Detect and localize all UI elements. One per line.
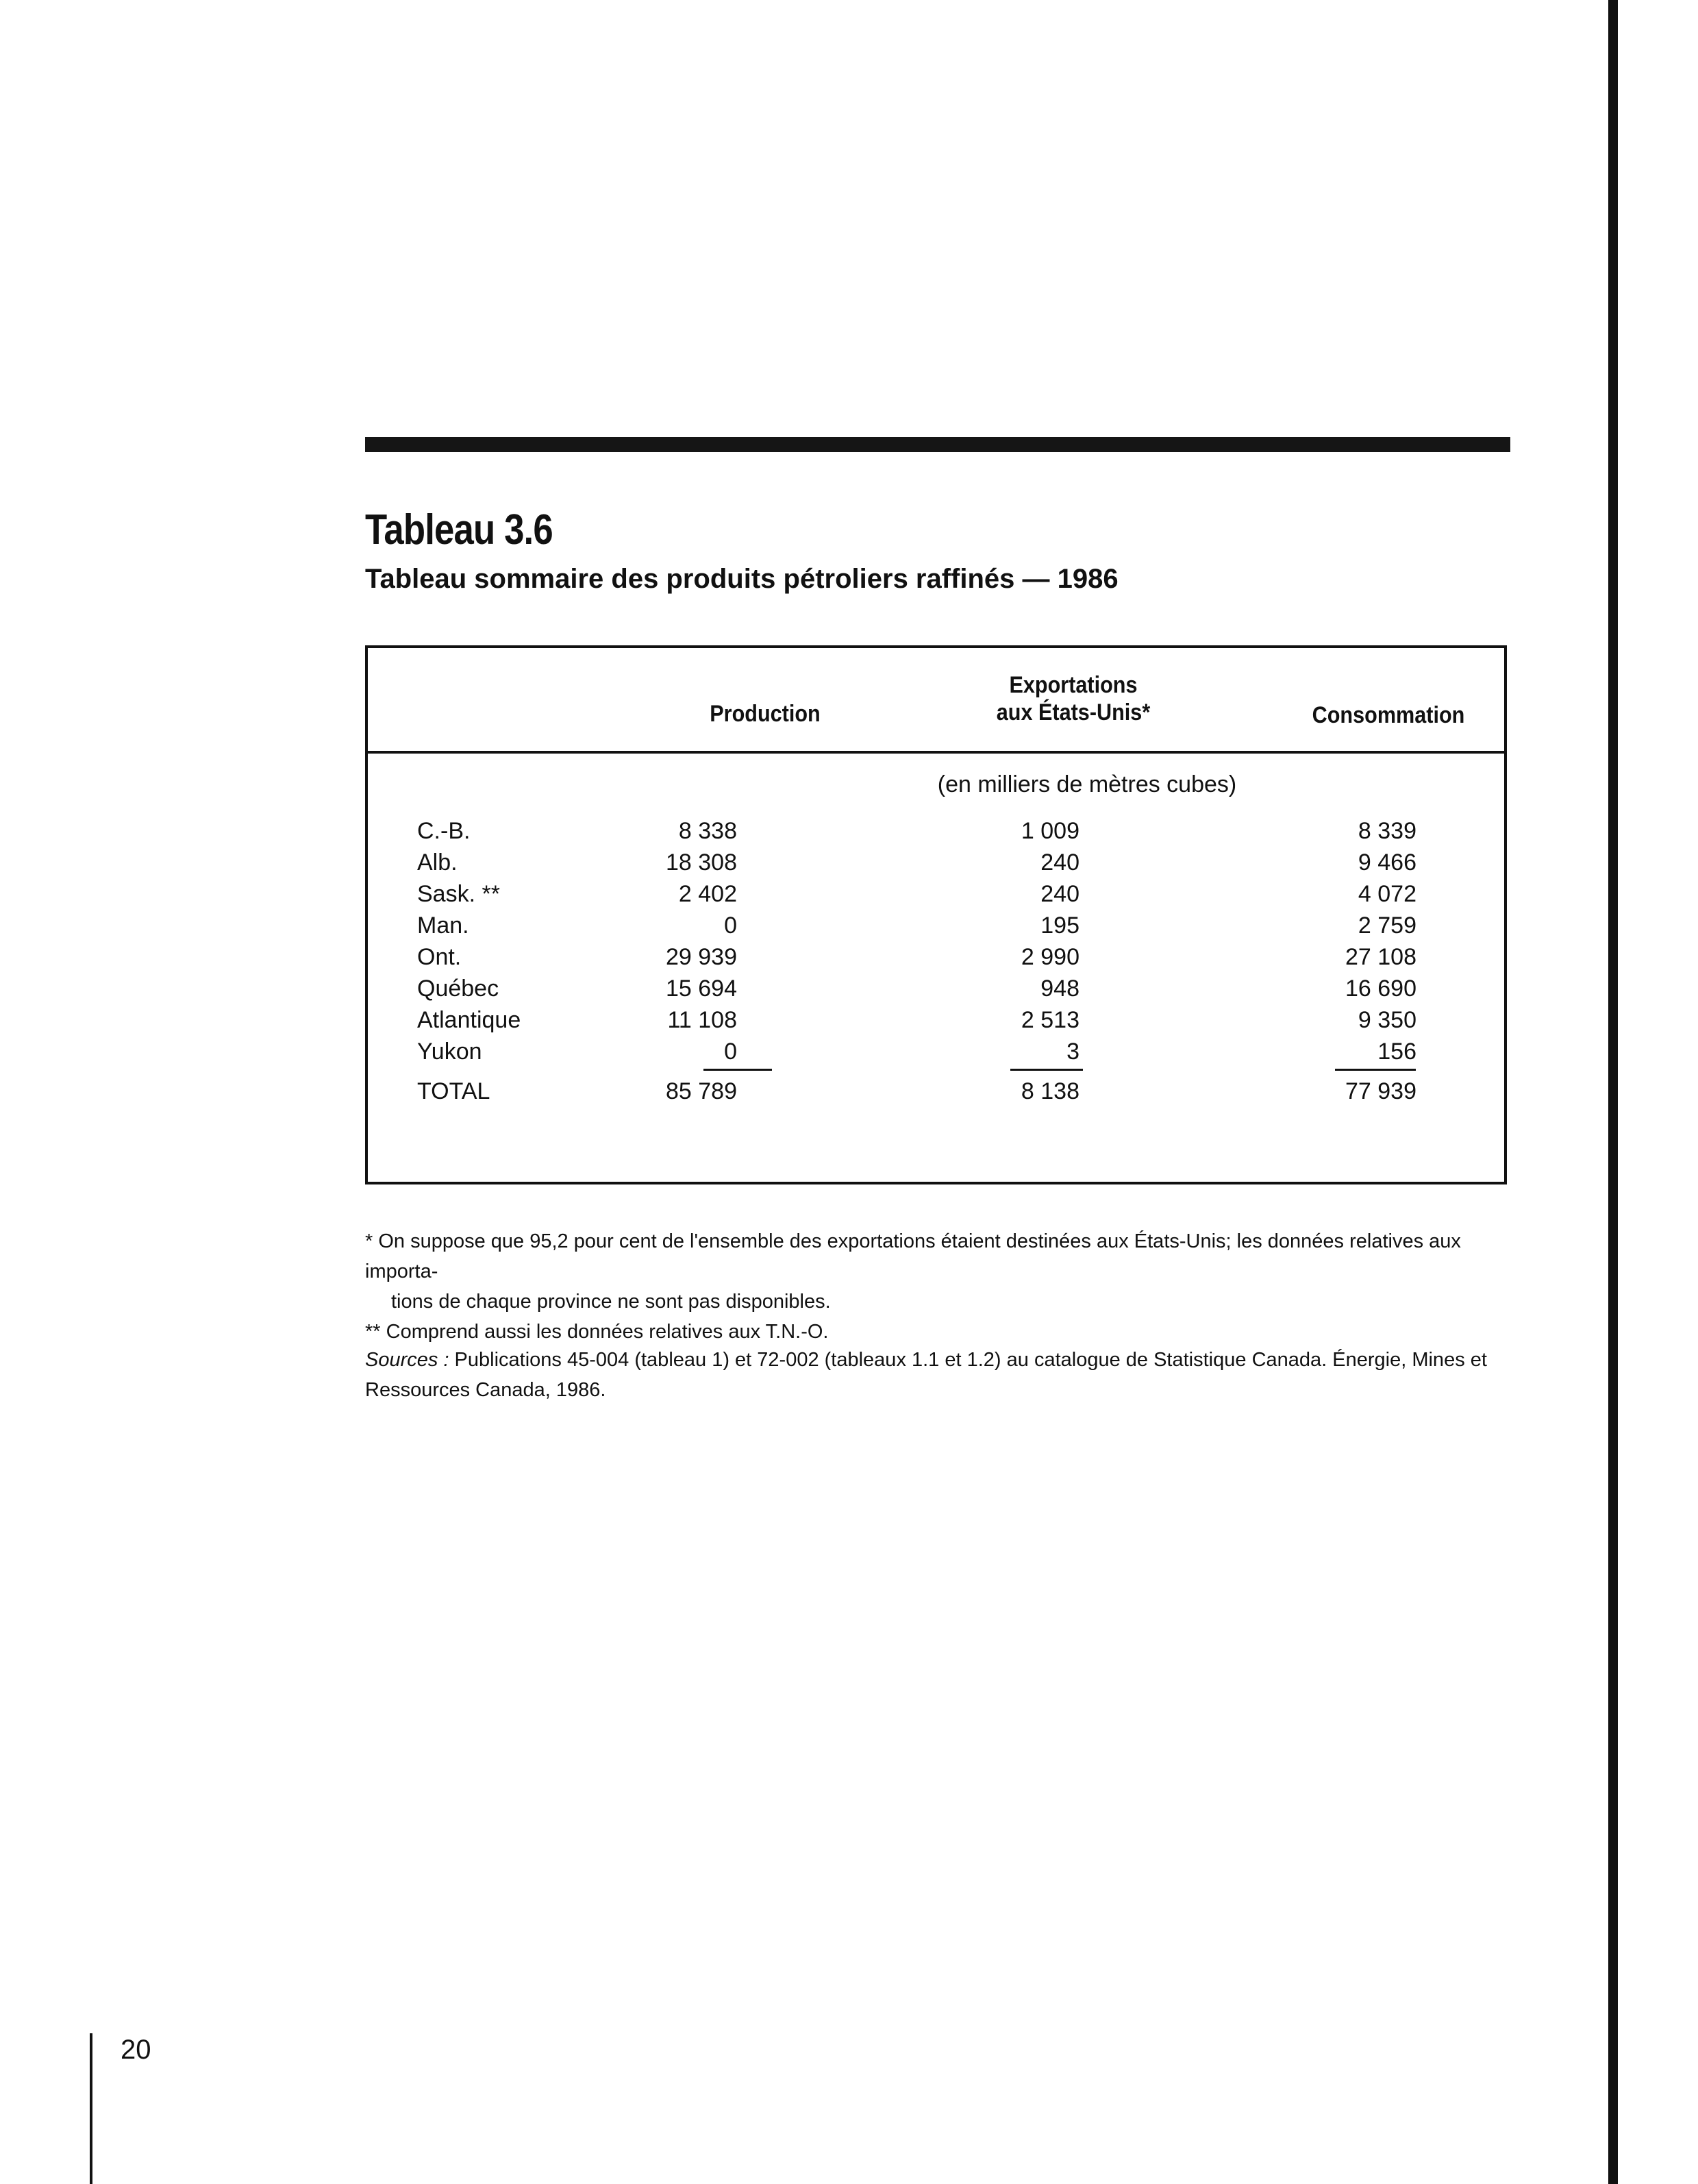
top-rule bbox=[365, 437, 1510, 452]
cell-production: 15 694 bbox=[666, 976, 737, 1002]
footnote-1-line-1: * On suppose que 95,2 pour cent de l'ensemble des exportations étaient destinées aux États-Unis; les données relatives aux importa- bbox=[365, 1230, 1461, 1282]
cell-consumption: 9 350 bbox=[1358, 1007, 1416, 1033]
cell-consumption: 9 466 bbox=[1358, 849, 1416, 876]
sources-text: Publications 45-004 (tableau 1) et 72-002 (tableaux 1.1 et 1.2) au catalogue de Statistique Canada. Énergie, Mines et Ressources Canada, 1986. bbox=[365, 1349, 1487, 1401]
table-title: Tableau 3.6 bbox=[365, 506, 553, 554]
table-row bbox=[368, 910, 1504, 941]
header-production: Production bbox=[710, 701, 821, 727]
row-label: Alb. bbox=[417, 849, 458, 876]
row-label: Atlantique bbox=[417, 1007, 521, 1033]
cell-exports: 2 513 bbox=[1021, 1007, 1079, 1033]
cell-consumption: 16 690 bbox=[1345, 976, 1416, 1002]
header-rule bbox=[368, 751, 1504, 754]
cell-exports: 240 bbox=[1040, 881, 1079, 907]
header-exports-line1: Exportations bbox=[1009, 672, 1138, 698]
page-edge-bar bbox=[1608, 0, 1618, 2184]
total-row bbox=[368, 1076, 1504, 1107]
page-margin-line bbox=[90, 2033, 92, 2184]
header-exports bbox=[919, 671, 1227, 726]
footnotes bbox=[365, 1226, 1509, 1347]
total-production: 85 789 bbox=[666, 1078, 737, 1104]
sum-rule-production bbox=[703, 1069, 772, 1071]
table-row bbox=[368, 941, 1504, 973]
cell-consumption: 27 108 bbox=[1345, 944, 1416, 970]
sources-note bbox=[365, 1345, 1509, 1405]
cell-exports: 3 bbox=[1066, 1039, 1079, 1065]
footnote-2: ** Comprend aussi les données relatives aux T.N.-O. bbox=[365, 1321, 829, 1343]
row-label: C.-B. bbox=[417, 818, 471, 844]
header-exports-line2: aux États-Unis* bbox=[996, 699, 1151, 725]
total-consumption: 77 939 bbox=[1345, 1078, 1416, 1104]
data-table bbox=[365, 645, 1507, 1184]
table-row bbox=[368, 1036, 1504, 1067]
table-row bbox=[368, 878, 1504, 910]
table-subtitle: Tableau sommaire des produits pétroliers raffinés — 1986 bbox=[365, 564, 1119, 594]
cell-production: 29 939 bbox=[666, 944, 737, 970]
sum-rule-consumption bbox=[1335, 1069, 1416, 1071]
cell-production: 0 bbox=[724, 913, 737, 939]
row-label: Sask. ** bbox=[417, 881, 500, 907]
footnote-1-line-2: tions de chaque province ne sont pas disponibles. bbox=[391, 1291, 831, 1313]
cell-exports: 240 bbox=[1040, 849, 1079, 876]
row-label: Yukon bbox=[417, 1039, 482, 1065]
unit-label: (en milliers de mètres cubes) bbox=[937, 771, 1237, 797]
row-label: Ont. bbox=[417, 944, 462, 970]
cell-consumption: 2 759 bbox=[1358, 913, 1416, 939]
total-exports: 8 138 bbox=[1021, 1078, 1079, 1104]
cell-production: 0 bbox=[724, 1039, 737, 1065]
cell-production: 2 402 bbox=[678, 881, 737, 907]
table-row bbox=[368, 973, 1504, 1004]
cell-consumption: 8 339 bbox=[1358, 818, 1416, 844]
cell-consumption: 156 bbox=[1377, 1039, 1416, 1065]
page-number: 20 bbox=[121, 2035, 151, 2065]
sum-rule-exports bbox=[1010, 1069, 1083, 1071]
cell-exports: 195 bbox=[1040, 913, 1079, 939]
cell-exports: 948 bbox=[1040, 976, 1079, 1002]
table-row bbox=[368, 847, 1504, 878]
cell-production: 18 308 bbox=[666, 849, 737, 876]
row-label: Québec bbox=[417, 976, 499, 1002]
table-row bbox=[368, 815, 1504, 847]
cell-consumption: 4 072 bbox=[1358, 881, 1416, 907]
cell-exports: 1 009 bbox=[1021, 818, 1079, 844]
row-label: Man. bbox=[417, 913, 469, 939]
header-consumption: Consommation bbox=[1312, 702, 1465, 728]
sources-label: Sources : bbox=[365, 1349, 449, 1371]
cell-exports: 2 990 bbox=[1021, 944, 1079, 970]
cell-production: 8 338 bbox=[678, 818, 737, 844]
cell-production: 11 108 bbox=[667, 1007, 737, 1033]
table-row bbox=[368, 1004, 1504, 1036]
total-label: TOTAL bbox=[417, 1078, 490, 1104]
